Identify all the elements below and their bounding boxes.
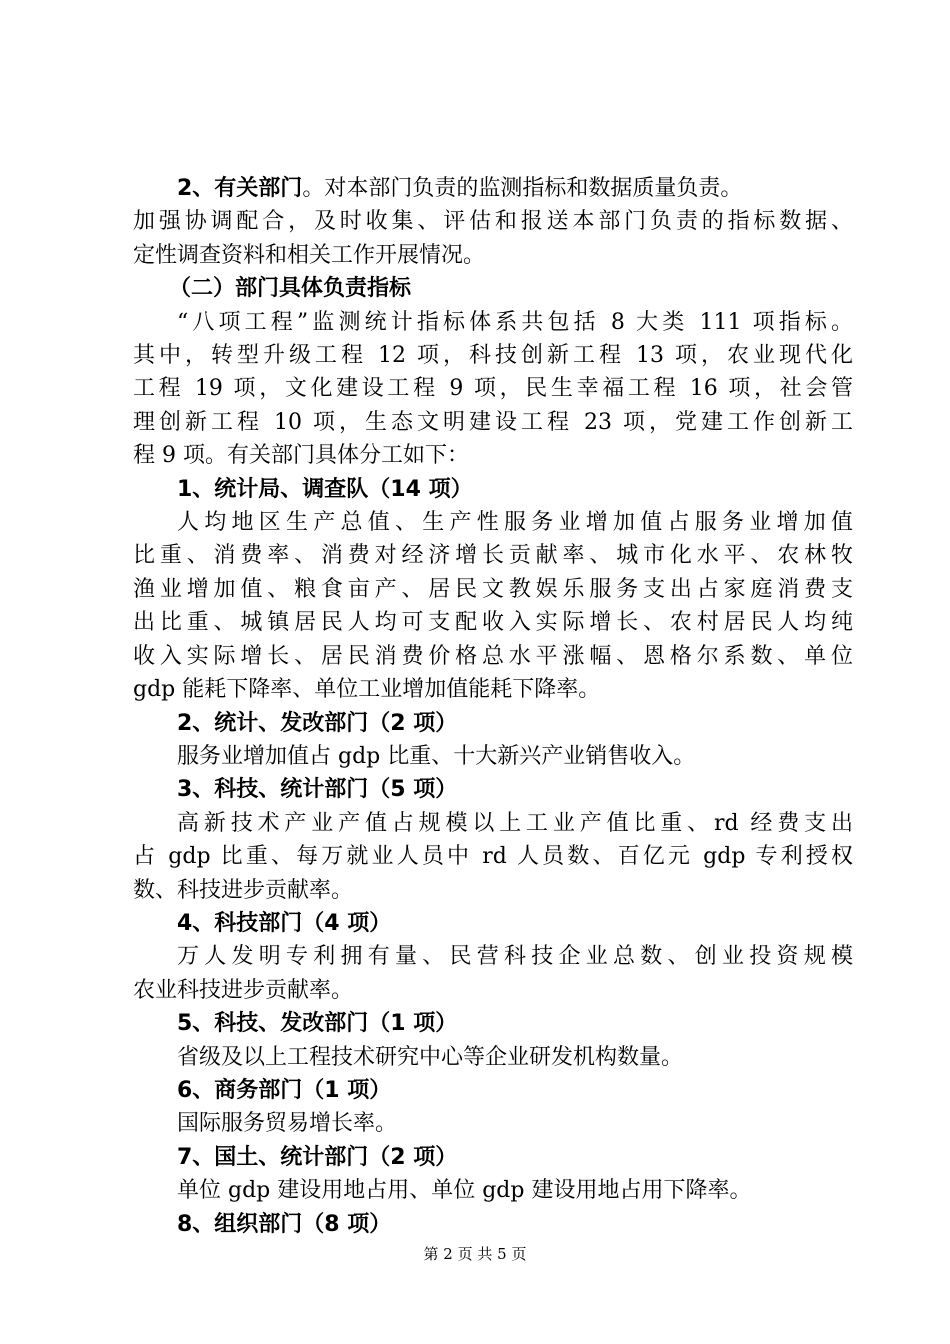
subheading: 7、国土、统计部门（2 项） xyxy=(177,1144,458,1170)
subheading: 8、组织部门（8 项） xyxy=(177,1211,392,1237)
paragraph-line: 其中，转型升级工程 12 项，科技创新工程 13 项，农业现代化 xyxy=(133,343,853,369)
paragraph-line: 省级及以上工程技术研究中心等企业研发机构数量。 xyxy=(177,1044,684,1070)
paragraph-line: 单位 gdp 建设用地占用、单位 gdp 建设用地占用下降率。 xyxy=(177,1178,752,1204)
paragraph-line: 农业科技进步贡献率。 xyxy=(133,977,354,1003)
paragraph-line: 程 9 项。有关部门具体分工如下： xyxy=(133,443,469,469)
subheading: 1、统计局、调查队（14 项） xyxy=(177,476,473,502)
paragraph-line: 数、科技进步贡献率。 xyxy=(133,877,354,903)
paragraph-text: 。对本部门负责的监测指标和数据质量负责。 xyxy=(302,176,743,201)
paragraph-line: 比重、消费率、消费对经济增长贡献率、城市化水平、农林牧 xyxy=(133,543,853,569)
paragraph-line: 人均地区生产总值、生产性服务业增加值占服务业增加值 xyxy=(177,510,853,536)
paragraph-line: “八项工程”监测统计指标体系共包括 8 大类 111 项指标。 xyxy=(177,309,853,335)
paragraph-line: gdp 能耗下降率、单位工业增加值能耗下降率。 xyxy=(133,677,601,703)
subheading: 3、科技、统计部门（5 项） xyxy=(177,777,458,803)
paragraph-line: 服务业增加值占 gdp 比重、十大新兴产业销售收入。 xyxy=(177,743,696,769)
paragraph-line: 定性调查资料和相关工作开展情况。 xyxy=(133,242,486,268)
subheading: 4、科技部门（4 项） xyxy=(177,910,392,936)
paragraph-line: 国际服务贸易增长率。 xyxy=(177,1111,398,1137)
paragraph-line: 高新技术产业产值占规模以上工业产值比重、rd 经费支出 xyxy=(177,810,853,836)
paragraph-heading-relevant-departments xyxy=(133,172,853,205)
paragraph-line: 万人发明专利拥有量、民营科技企业总数、创业投资规模 xyxy=(177,944,853,970)
paragraph-line: 理创新工程 10 项，生态文明建设工程 23 项，党建工作创新工 xyxy=(133,409,853,435)
document-body xyxy=(133,172,853,1241)
paragraph-line: 加强协调配合，及时收集、评估和报送本部门负责的指标数据、 xyxy=(133,209,853,235)
subheading: 6、商务部门（1 项） xyxy=(177,1077,392,1103)
subheading: 2、统计、发改部门（2 项） xyxy=(177,710,458,736)
subheading: 5、科技、发改部门（1 项） xyxy=(177,1011,458,1037)
section-heading: （二）部门具体负责指标 xyxy=(169,276,412,302)
page-number-footer: 第 2 页 共 5 页 xyxy=(423,1245,527,1263)
paragraph-line: 工程 19 项，文化建设工程 9 项，民生幸福工程 16 项，社会管 xyxy=(133,376,853,402)
paragraph-line: 出比重、城镇居民人均可支配收入实际增长、农村居民人均纯 xyxy=(133,610,853,636)
paragraph-line: 占 gdp 比重、每万就业人员中 rd 人员数、百亿元 gdp 专利授权 xyxy=(133,844,853,870)
paragraph-line: 收入实际增长、居民消费价格总水平涨幅、恩格尔系数、单位 xyxy=(133,643,853,669)
paragraph-line: 渔业增加值、粮食亩产、居民文教娱乐服务支出占家庭消费支 xyxy=(133,576,853,602)
bold-label: 2、有关部门 xyxy=(177,176,303,201)
